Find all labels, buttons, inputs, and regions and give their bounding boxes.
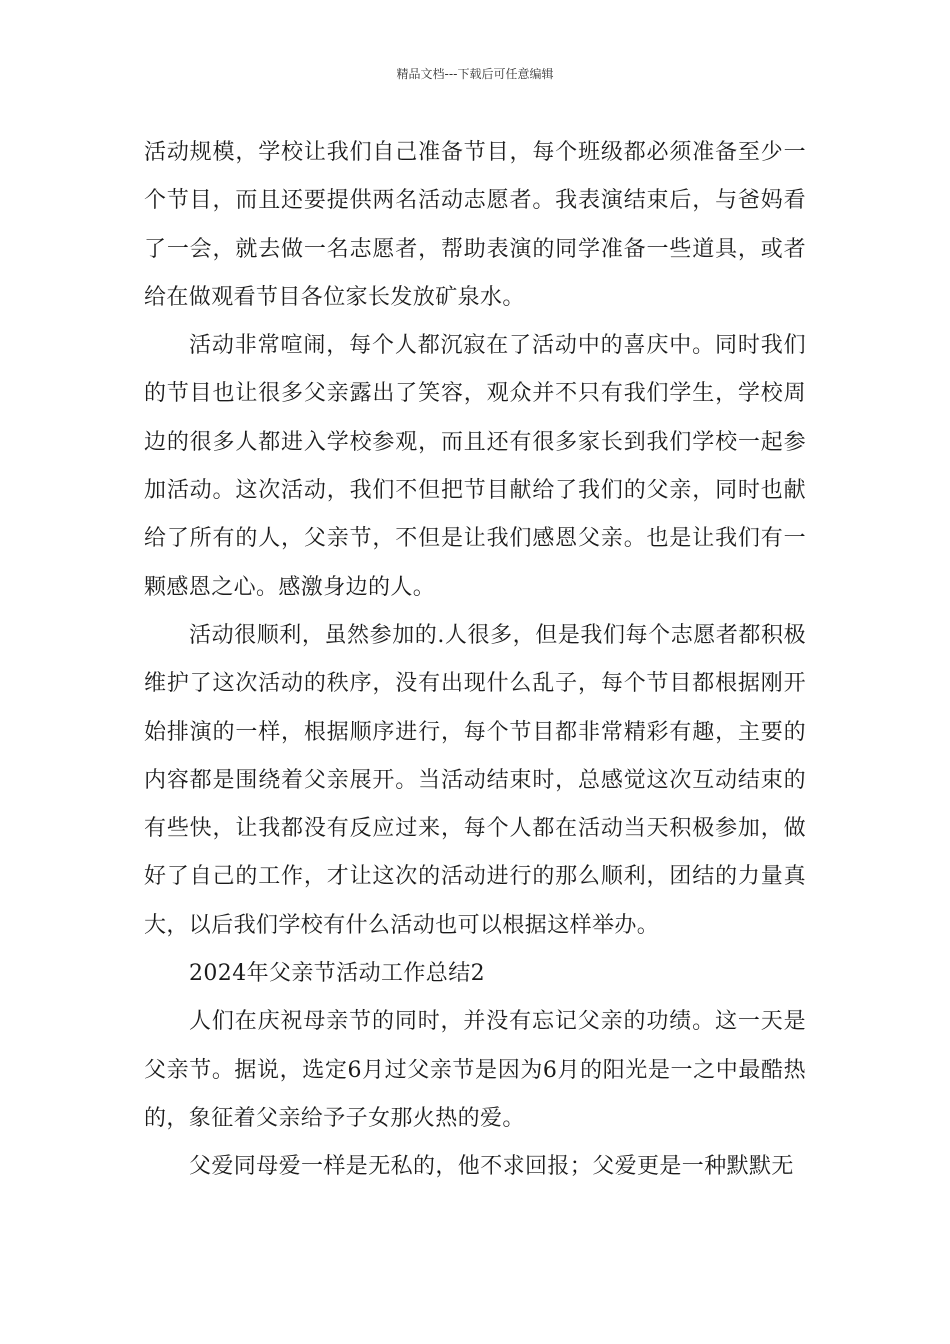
paragraph: 人们在庆祝母亲节的同时，并没有忘记父亲的功绩。这一天是父亲节。据说，选定6月过父亲节是因为6月的阳光是一之中最酷热的，象征着父亲给予子女那火热的爱。 <box>144 1009 806 1131</box>
section-title: 2024年父亲节活动工作总结2 <box>189 961 485 987</box>
document-body <box>144 129 806 1192</box>
paragraph: 父爱同母爱一样是无私的，他不求回报；父爱更是一种默默无 <box>189 1154 794 1180</box>
paragraph-continued: 活动规模，学校让我们自己准备节目，每个班级都必须准备至少一个节目，而且还要提供两名活动志愿者。我表演结束后，与爸妈看了一会，就去做一名志愿者，帮助表演的同学准备一些道具，或者给在做观看节目各位家长发放矿泉水。 <box>144 140 806 310</box>
paragraph: 活动很顺利，虽然参加的.人很多，但是我们每个志愿者都积极维护了这次活动的秩序，没有出现什么乱子，每个节目都根据刚开始排演的一样，根据顺序进行，每个节目都非常精彩有趣，主要的内容都是围绕着父亲展开。当活动结束时，总感觉这次互动结束的有些快，让我都没有反应过来，每个人都在活动当天积极参加，做好了自己的工作，才让这次的活动进行的那么顺利，团结的力量真大，以后我们学校有什么活动也可以根据这样举办。 <box>144 622 806 938</box>
paragraph: 活动非常喧闹，每个人都沉寂在了活动中的喜庆中。同时我们的节目也让很多父亲露出了笑容，观众并不只有我们学生，学校周边的很多人都进入学校参观，而且还有很多家长到我们学校一起参加活动。这次活动，我们不但把节目献给了我们的父亲，同时也献给了所有的人，父亲节，不但是让我们感恩父亲。也是让我们有一颗感恩之心。感激身边的人。 <box>144 333 806 600</box>
page-header: 精品文档---下载后可任意编辑 <box>396 67 554 81</box>
